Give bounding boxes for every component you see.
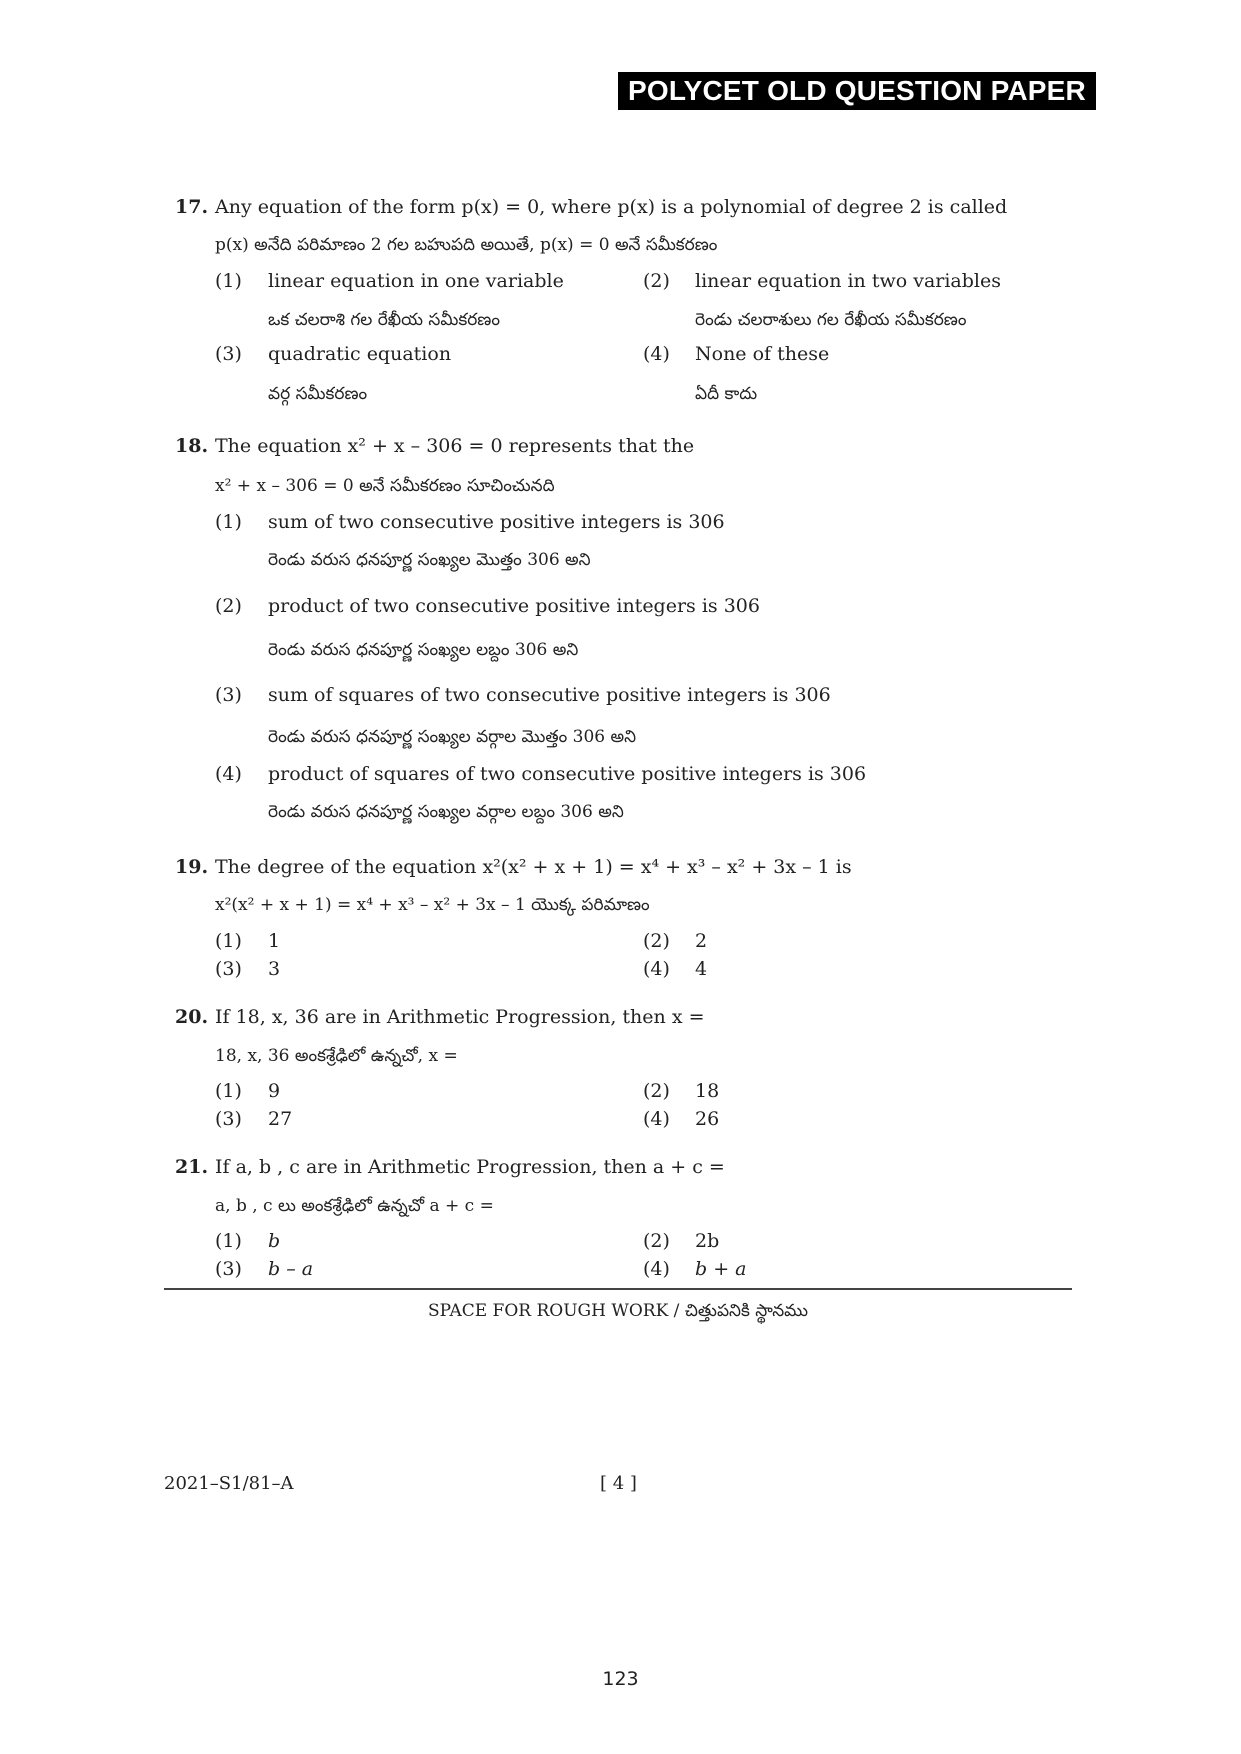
option-number: (3)	[215, 958, 242, 980]
option-text-en: quadratic equation	[268, 343, 452, 365]
option-text-en: sum of squares of two consecutive positive integers is 306	[268, 684, 831, 706]
option-text-te: రెండు చలరాశులు గల రేఖీయ సమీకరణం	[695, 310, 967, 330]
option-text-te: రెండు వరుస ధనపూర్ణ సంఖ్యల వర్గాల లబ్దం 306 అని	[268, 802, 624, 822]
option-text-en: 9	[268, 1080, 281, 1102]
question-text-en: The degree of the equation x²(x² + x + 1) = x⁴ + x³ – x² + 3x – 1 is	[215, 856, 852, 878]
option-text-en: product of two consecutive positive integers is 306	[268, 595, 760, 617]
option-text-en: 2	[695, 930, 708, 952]
option-text-te: రెండు వరుస ధనపూర్ణ సంఖ్యల వర్గాల మొత్తం 306 అని	[268, 727, 637, 747]
option-number: (4)	[643, 343, 670, 365]
option-text-en: None of these	[695, 343, 830, 365]
option-text-te: ఒక చలరాశి గల రేఖీయ సమీకరణం	[268, 310, 500, 330]
option-number: (2)	[643, 1230, 670, 1252]
option-number: (1)	[215, 930, 242, 952]
question-text-te: x²(x² + x + 1) = x⁴ + x³ – x² + 3x – 1 యొక్క పరిమాణం	[215, 895, 650, 915]
question-number: 20.	[175, 1006, 209, 1028]
option-number: (2)	[643, 1080, 670, 1102]
option-text-en: product of squares of two consecutive positive integers is 306	[268, 763, 867, 785]
option-text-en: b + a	[695, 1258, 747, 1280]
option-text-te: రెండు వరుస ధనపూర్ణ సంఖ్యల లబ్దం 306 అని	[268, 640, 579, 660]
option-number: (1)	[215, 270, 242, 292]
option-text-en: 26	[695, 1108, 720, 1130]
option-number: (4)	[643, 1108, 670, 1130]
option-number: (4)	[643, 958, 670, 980]
question-text-te: p(x) అనేది పరిమాణం 2 గల బహుపది అయితే, p(x) = 0 అనే సమీకరణం	[215, 235, 718, 255]
option-text-en: 1	[268, 930, 281, 952]
question-number: 18.	[175, 435, 209, 457]
option-text-en: sum of two consecutive positive integers is 306	[268, 511, 725, 533]
option-number: (1)	[215, 511, 242, 533]
question-text-te: 18, x, 36 అంకశ్రేఢిలో ఉన్నచో, x =	[215, 1046, 458, 1066]
question-text-en: The equation x² + x – 306 = 0 represents that the	[215, 435, 695, 457]
option-text-en: 3	[268, 958, 281, 980]
page-number: 123	[602, 1668, 639, 1690]
paper-code: 2021–S1/81–A	[164, 1473, 294, 1494]
option-text-en: 4	[695, 958, 708, 980]
question-text-en: Any equation of the form p(x) = 0, where p(x) is a polynomial of degree 2 is called	[215, 196, 1008, 218]
question-number: 19.	[175, 856, 209, 878]
option-number: (3)	[215, 1258, 242, 1280]
rough-work-caption: SPACE FOR ROUGH WORK / చిత్తుపనికి స్థానము	[427, 1301, 809, 1321]
option-text-en: 18	[695, 1080, 720, 1102]
document-banner: POLYCET OLD QUESTION PAPER	[618, 72, 1096, 110]
option-number: (2)	[643, 270, 670, 292]
option-number: (2)	[643, 930, 670, 952]
option-text-te: వర్గ సమీకరణం	[268, 384, 368, 404]
option-text-te: ఏదీ కాదు	[695, 384, 758, 404]
option-number: (4)	[643, 1258, 670, 1280]
option-number: (1)	[215, 1230, 242, 1252]
option-text-en: b – a	[268, 1258, 314, 1280]
option-text-en: b	[268, 1230, 281, 1252]
option-text-en: 27	[268, 1108, 293, 1130]
option-number: (3)	[215, 1108, 242, 1130]
option-number: (3)	[215, 343, 242, 365]
option-text-te: రెండు వరుస ధనపూర్ణ సంఖ్యల మొత్తం 306 అని	[268, 550, 591, 570]
option-number: (3)	[215, 684, 242, 706]
divider-line	[164, 1288, 1072, 1290]
option-number: (4)	[215, 763, 242, 785]
question-number: 17.	[175, 196, 209, 218]
sheet-number: [ 4 ]	[600, 1473, 637, 1494]
option-number: (1)	[215, 1080, 242, 1102]
question-text-te: x² + x – 306 = 0 అనే సమీకరణం సూచించునది	[215, 476, 555, 496]
question-number: 21.	[175, 1156, 209, 1178]
option-text-en: linear equation in two variables	[695, 270, 1001, 292]
option-number: (2)	[215, 595, 242, 617]
question-text-te: a, b , c లు అంకశ్రేఢిలో ఉన్నచో a + c =	[215, 1196, 494, 1216]
option-text-en: 2b	[695, 1230, 720, 1252]
question-text-en: If a, b , c are in Arithmetic Progression, then a + c =	[215, 1156, 725, 1178]
question-text-en: If 18, x, 36 are in Arithmetic Progression, then x =	[215, 1006, 705, 1028]
option-text-en: linear equation in one variable	[268, 270, 564, 292]
